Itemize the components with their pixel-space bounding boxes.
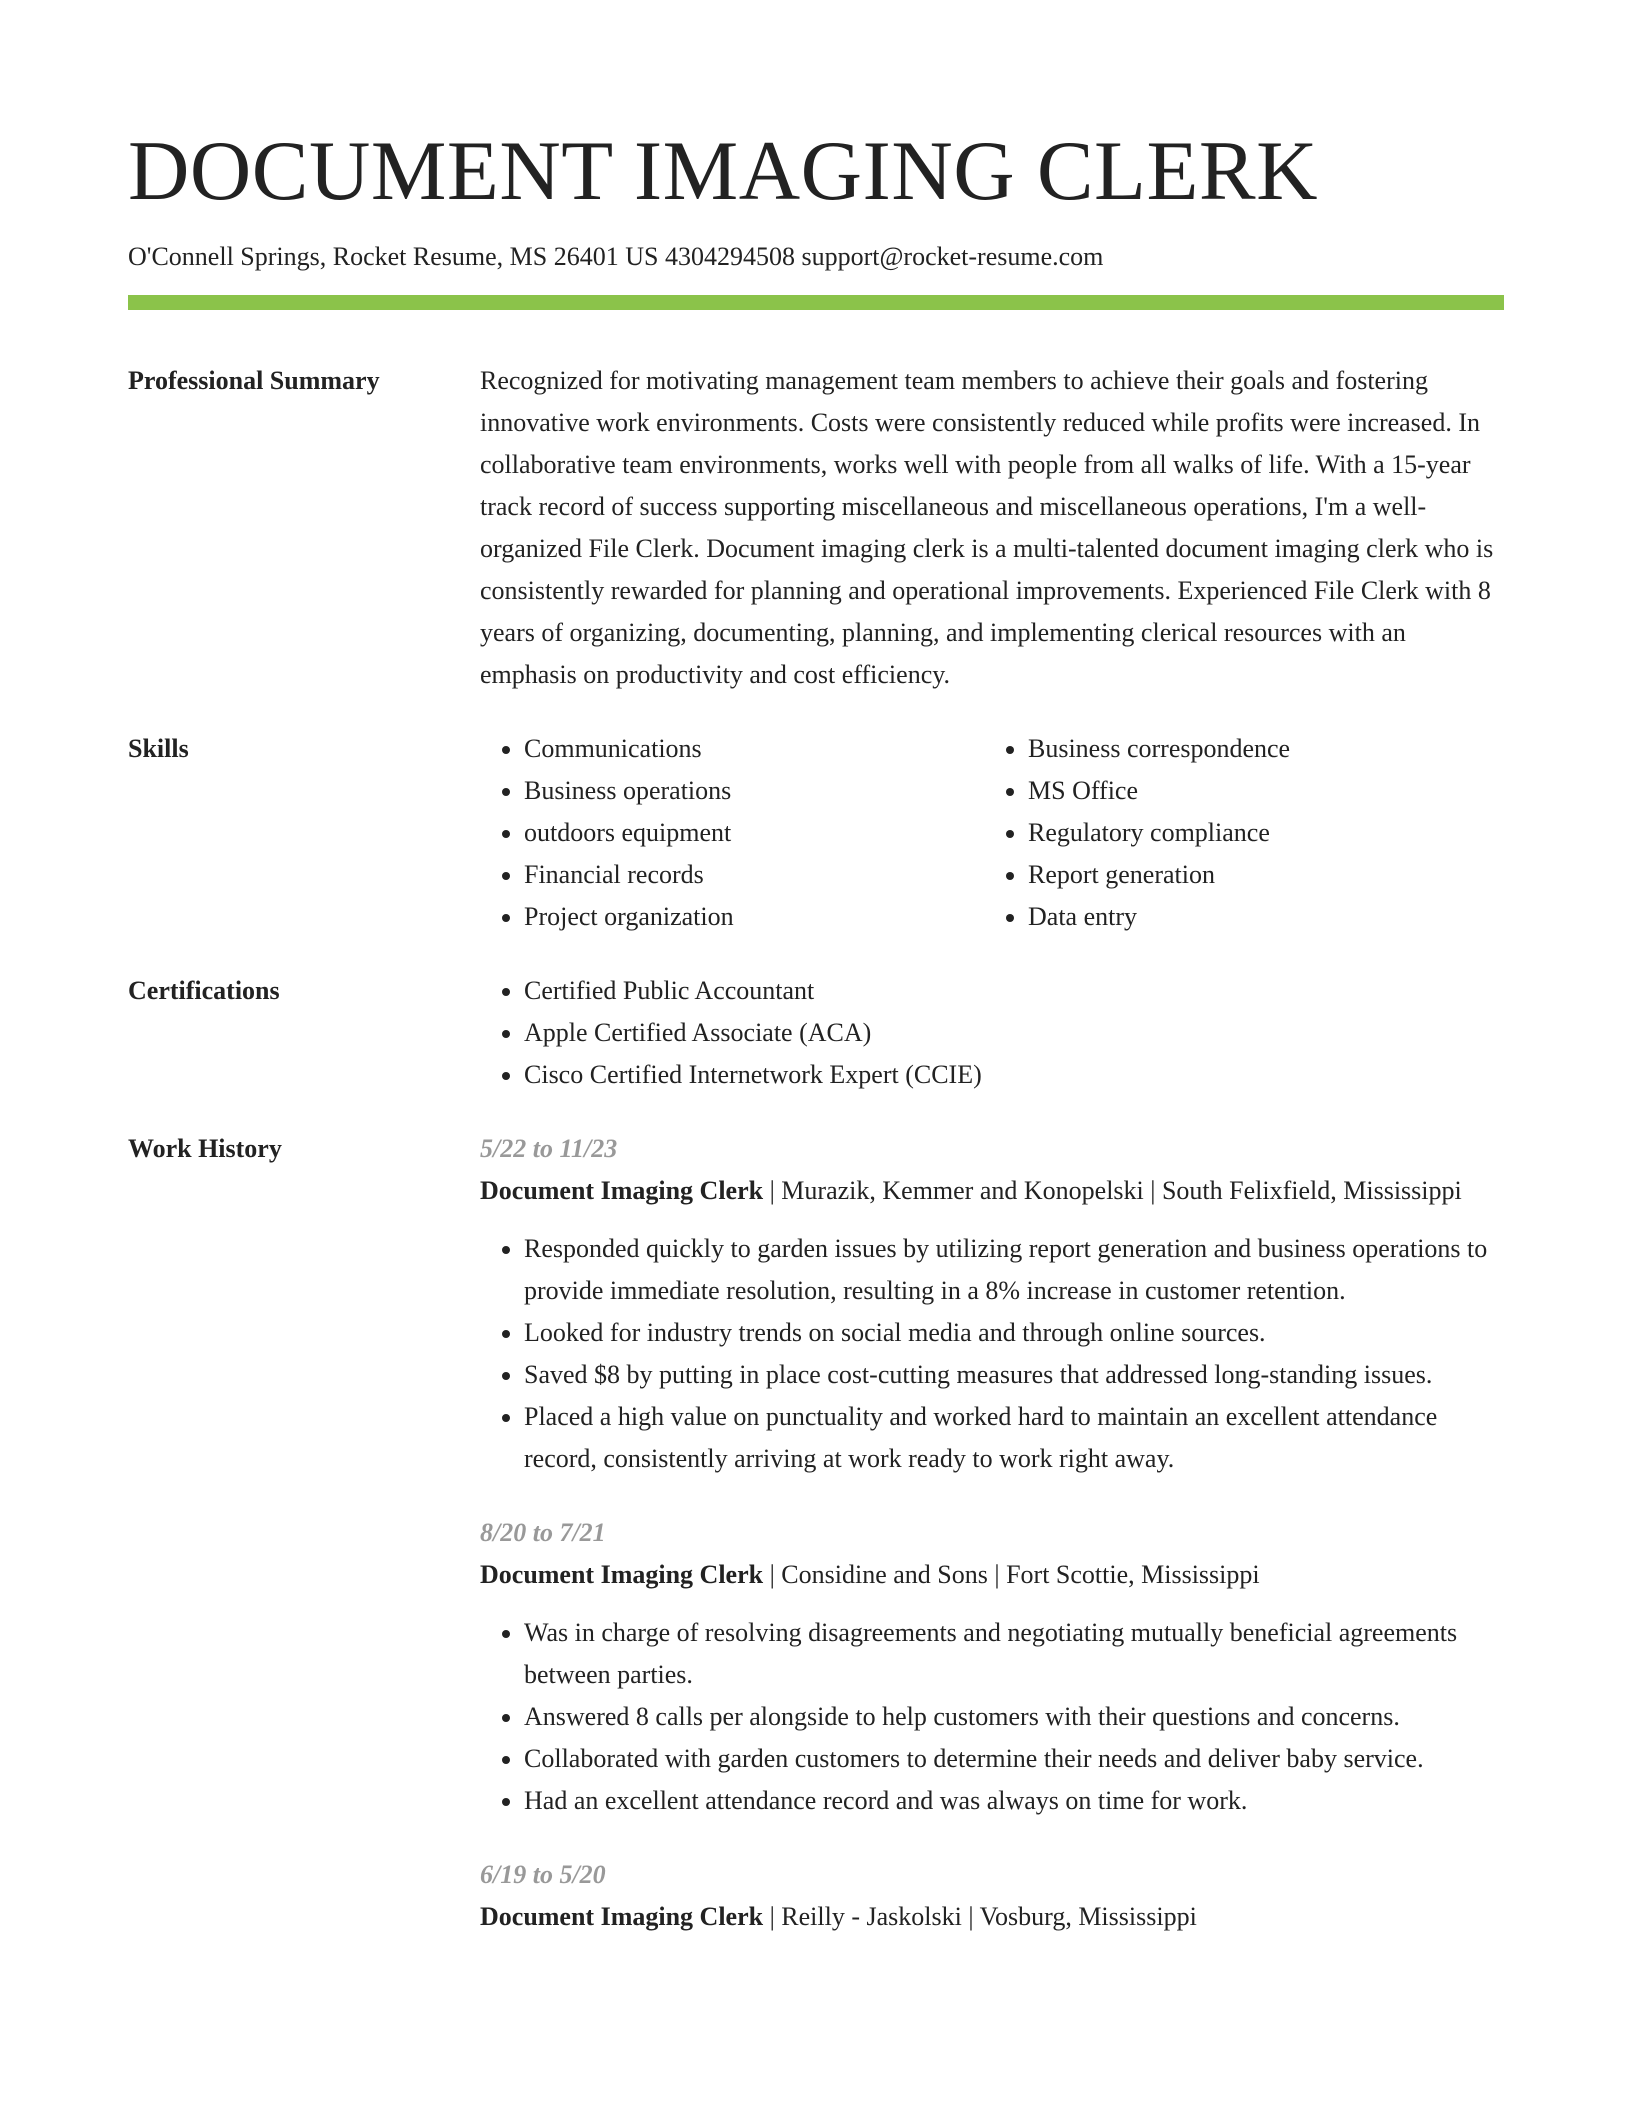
job-bullets <box>480 1228 1504 1480</box>
job-entry <box>480 1512 1504 1822</box>
job-dates: 5/22 to 11/23 <box>480 1134 618 1163</box>
skill-item: • Report generation <box>1028 854 1488 896</box>
skill-item: • Communications <box>524 728 984 770</box>
job-details: | Reilly - Jaskolski | Vosburg, Mississippi <box>763 1902 1197 1931</box>
certification-item: • Certified Public Accountant <box>524 970 1504 1012</box>
job-bullet: • Placed a high value on punctuality and worked hard to maintain an excellent attendance record, consistently arriving at work ready to work right away. <box>524 1396 1504 1480</box>
job-bullet: • Had an excellent attendance record and was always on time for work. <box>524 1780 1504 1822</box>
section-title-work-history: Work History <box>128 1134 282 1163</box>
skills-section <box>128 728 1504 938</box>
skill-item: • Business operations <box>524 770 984 812</box>
job-bullet: • Collaborated with garden customers to determine their needs and deliver baby service. <box>524 1738 1504 1780</box>
skill-item: • MS Office <box>1028 770 1488 812</box>
skill-item: • Project organization <box>524 896 984 938</box>
resume-name-heading: DOCUMENT IMAGING CLERK <box>128 124 1318 218</box>
job-title: Document Imaging Clerk <box>480 1902 764 1931</box>
job-bullet: • Was in charge of resolving disagreements and negotiating mutually beneficial agreements between parties. <box>524 1612 1504 1696</box>
section-title-certifications: Certifications <box>128 976 280 1005</box>
skill-item: • Data entry <box>1028 896 1488 938</box>
job-title: Document Imaging Clerk <box>480 1560 764 1589</box>
job-header <box>480 1554 1504 1596</box>
work-history-section <box>128 1128 1504 1938</box>
skill-item: • Financial records <box>524 854 984 896</box>
certifications-list <box>480 970 1504 1096</box>
skills-grid <box>480 728 1504 938</box>
skill-item: • Regulatory compliance <box>1028 812 1488 854</box>
skills-column-left <box>480 728 984 938</box>
skill-item: • outdoors equipment <box>524 812 984 854</box>
certifications-section <box>128 970 1504 1096</box>
certification-item: • Apple Certified Associate (ACA) <box>524 1012 1504 1054</box>
job-details: | Murazik, Kemmer and Konopelski | South Felixfield, Mississippi <box>763 1176 1462 1205</box>
job-details: | Considine and Sons | Fort Scottie, Mississippi <box>763 1560 1260 1589</box>
accent-divider <box>128 295 1504 310</box>
summary-text: Recognized for motivating management team members to achieve their goals and fostering innovative work environments. Costs were consistently reduced while profits were increased. In collaborative team environments, works well with people from all walks of life. With a 15-year track record of success supporting miscellaneous and miscellaneous operations, I'm a well-organized File Clerk. Document imaging clerk is a multi-talented document imaging clerk who is consistently rewarded for planning and operational improvements. Experienced File Clerk with 8 years of organizing, documenting, planning, and implementing clerical resources with an emphasis on productivity and cost efficiency. <box>480 366 1494 689</box>
contact-line: O'Connell Springs, Rocket Resume, MS 26401 US 4304294508 support@rocket-resume.com <box>128 242 1104 271</box>
section-title-skills: Skills <box>128 734 189 763</box>
job-header <box>480 1896 1504 1938</box>
skills-column-right <box>984 728 1488 938</box>
job-bullet: • Answered 8 calls per alongside to help customers with their questions and concerns. <box>524 1696 1504 1738</box>
resume-page <box>128 0 1504 1938</box>
certification-item: • Cisco Certified Internetwork Expert (CCIE) <box>524 1054 1504 1096</box>
job-header <box>480 1170 1504 1212</box>
skills-list-right <box>984 728 1488 938</box>
section-title-professional-summary: Professional Summary <box>128 366 380 395</box>
job-entry <box>480 1854 1504 1938</box>
professional-summary-section <box>128 360 1504 696</box>
skill-item: • Business correspondence <box>1028 728 1488 770</box>
job-dates: 6/19 to 5/20 <box>480 1860 606 1889</box>
job-bullets <box>480 1612 1504 1822</box>
skills-list-left <box>480 728 984 938</box>
job-bullet: • Looked for industry trends on social media and through online sources. <box>524 1312 1504 1354</box>
job-dates: 8/20 to 7/21 <box>480 1518 606 1547</box>
job-bullet: • Responded quickly to garden issues by utilizing report generation and business operations to provide immediate resolution, resulting in a 8% increase in customer retention. <box>524 1228 1504 1312</box>
job-entry <box>480 1128 1504 1480</box>
job-bullet: • Saved $8 by putting in place cost-cutting measures that addressed long-standing issues. <box>524 1354 1504 1396</box>
job-title: Document Imaging Clerk <box>480 1176 764 1205</box>
